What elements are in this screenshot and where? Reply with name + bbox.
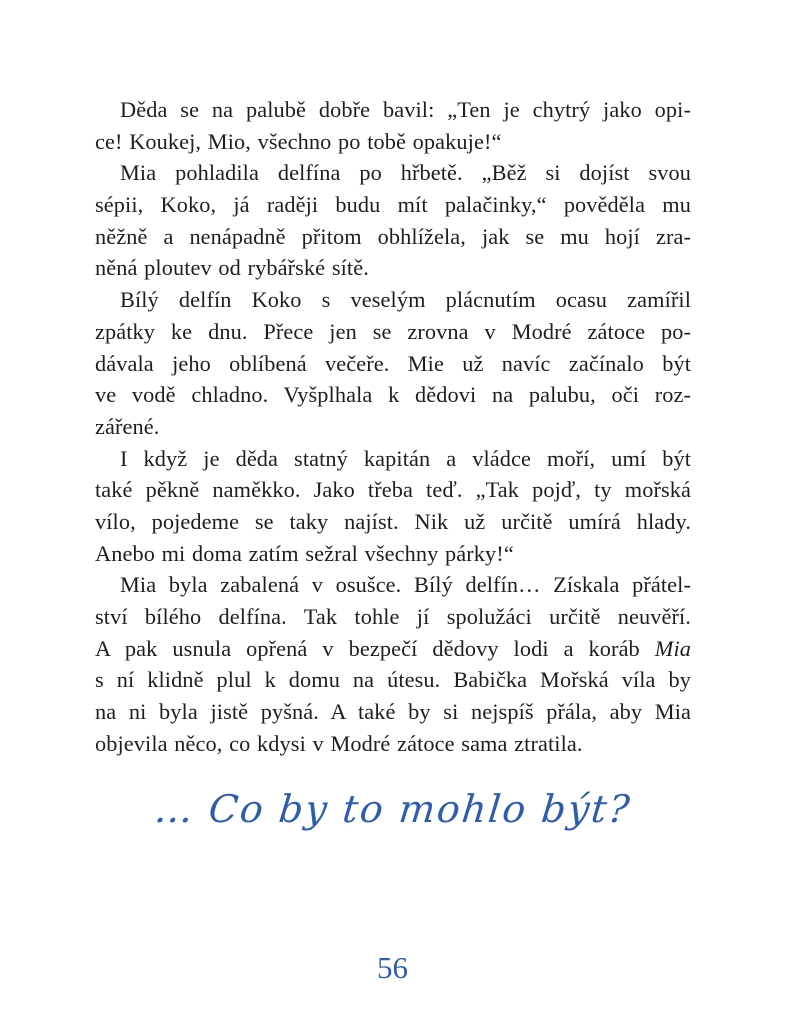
text-line bbox=[95, 284, 691, 316]
text-segment: Mia pohladila delfína po hřbetě. „Běž si dojíst svou bbox=[120, 160, 691, 186]
body-text bbox=[95, 94, 691, 759]
text-segment: ce! Koukej, Mio, všechno po tobě opakuje!“ bbox=[95, 128, 502, 154]
text-line bbox=[95, 126, 691, 158]
text-segment: Děda se na palubě dobře bavil: „Ten je chytrý jako opi- bbox=[120, 97, 691, 122]
text-segment: Mia byla zabalená v osušce. Bílý delfín… Získala přátel- bbox=[120, 572, 691, 598]
text-line bbox=[95, 252, 691, 284]
text-line bbox=[95, 633, 691, 665]
text-line bbox=[95, 94, 691, 126]
text-line bbox=[95, 348, 691, 380]
text-segment: také pěkně naměkko. Jako třeba teď. „Tak pojď, ty mořská bbox=[95, 477, 691, 503]
text-line bbox=[95, 443, 691, 475]
text-line bbox=[95, 474, 691, 506]
page-number: 56 bbox=[377, 950, 408, 985]
text-segment: něžně a nenápadně přitom obhlížela, jak se mu hojí zra- bbox=[95, 223, 691, 249]
text-line bbox=[95, 506, 691, 538]
text-line bbox=[95, 189, 691, 221]
text-line bbox=[95, 411, 691, 443]
text-line bbox=[95, 316, 691, 348]
text-segment: I když je děda statný kapitán a vládce moří, umí být bbox=[120, 445, 691, 471]
text-line bbox=[95, 538, 691, 570]
text-line bbox=[95, 696, 691, 728]
text-line bbox=[95, 379, 691, 411]
text-segment: ve vodě chladno. Vyšplhala k dědovi na palubu, oči roz- bbox=[95, 382, 691, 408]
text-line bbox=[95, 157, 691, 189]
text-segment: sépii, Koko, já raději budu mít palačinky,“ pověděla mu bbox=[95, 192, 691, 218]
text-segment: Bílý delfín Koko s veselým plácnutím ocasu zamířil bbox=[120, 287, 691, 313]
text-line bbox=[95, 569, 691, 601]
text-segment: na ni byla jistě pyšná. A také by si nejspíš přála, aby Mia bbox=[95, 699, 691, 725]
text-segment: s ní klidně plul k domu na útesu. Babička Mořská víla by bbox=[95, 667, 691, 693]
handwritten-question: … Co by to mohlo být? bbox=[152, 787, 634, 831]
text-segment: A pak usnula opřená v bezpečí dědovy lodi a koráb bbox=[95, 635, 655, 661]
text-segment: zpátky ke dnu. Přece jen se zrovna v Modré zátoce po- bbox=[95, 318, 691, 344]
text-segment: zářené. bbox=[95, 413, 160, 439]
text-line bbox=[95, 221, 691, 253]
italic-text: Mia bbox=[654, 635, 691, 661]
text-segment: něná ploutev od rybářské sítě. bbox=[95, 255, 369, 281]
text-segment: objevila něco, co kdysi v Modré zátoce sama ztratila. bbox=[95, 730, 583, 756]
text-line bbox=[95, 728, 691, 760]
text-segment: dávala jeho oblíbená večeře. Mie už navíc začínalo být bbox=[95, 350, 691, 376]
text-segment: ství bílého delfína. Tak tohle jí spolužáci určitě neuvěří. bbox=[95, 604, 691, 629]
text-segment: vílo, pojedeme se taky najíst. Nik už určitě umírá hlady. bbox=[95, 508, 691, 534]
text-line bbox=[95, 601, 691, 633]
text-segment: Anebo mi doma zatím sežral všechny párky!“ bbox=[95, 540, 514, 566]
text-line bbox=[95, 664, 691, 696]
